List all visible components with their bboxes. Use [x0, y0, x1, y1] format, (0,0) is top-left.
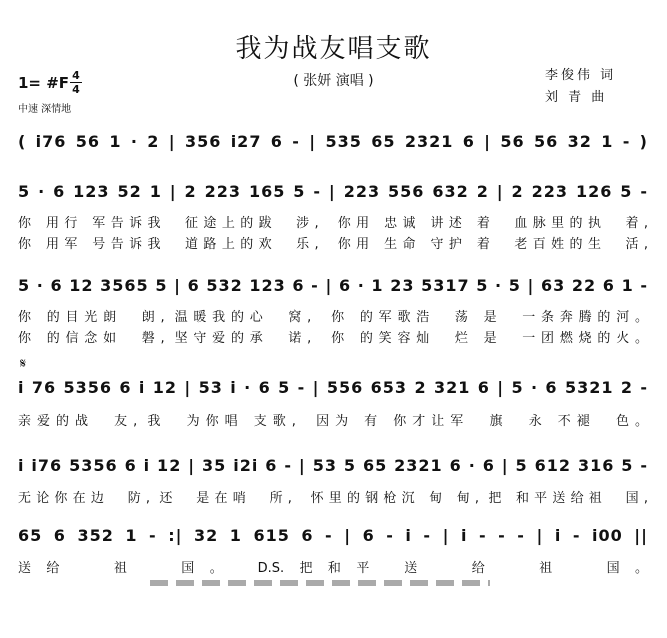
lyricist-credit: 李俊伟 词 — [545, 68, 617, 83]
lyric-line-2-verse-1: 你 用行 军告诉我 征途上的跋 涉, 你用 忠诚 讲述 着 血脉里的执 着, — [18, 216, 648, 231]
score-line-1: ( i76 56 1 · 2 | 356 i27 6 - | 535 65 2321 6 | 56 56 32 1 - ) — [18, 132, 648, 151]
score-line-4: i 76 5356 6 i 12 | 53 i · 6 5 - | 556 653 2 321 6 | 5 · 6 5321 2 - — [18, 378, 648, 397]
tempo-marking: 中速 深情地 — [18, 104, 72, 115]
score-line-5: i i76 5356 6 i 12 | 35 i2i 6 - | 53 5 65 2321 6 · 6 | 5 612 316 5 - — [18, 456, 648, 475]
lyric-line-3-verse-1: 你 的目光朗 朗, 温暖我的心 窝, 你 的军歌浩 荡 是 一条奔腾的河。 — [18, 310, 648, 325]
song-title: 我为战友唱支歌 — [235, 34, 432, 64]
score-line-6: 65 6 352 1 - :| 32 1 615 6 - | 6 - i - | i - - - | i - i00 || — [18, 526, 648, 545]
lyric-line-4: 亲爱的战 友, 我 为你唱 支歌, 因为 有 你才让军 旗 永 不褪 色。 — [18, 414, 648, 429]
scan-artifact — [150, 580, 490, 586]
performer-credit: ( 张妍 演唱 ) — [293, 73, 374, 89]
composer-credit: 刘 青 曲 — [545, 90, 608, 105]
key-signature: 1= #F — [18, 74, 70, 92]
score-line-2: 5 · 6 123 52 1 | 2 223 165 5 - | 223 556 632 2 | 2 223 126 5 - — [18, 182, 648, 201]
time-signature-top: 4 — [72, 69, 80, 82]
lyric-line-3-verse-2: 你 的信念如 磐, 坚守爱的承 诺, 你 的笑容灿 烂 是 一团燃烧的火。 — [18, 331, 648, 346]
lyric-line-5: 无论你在边 防, 还 是在哨 所, 怀里的钢枪沉 甸 甸, 把 和平送给祖 国, — [18, 491, 648, 506]
segno-icon: 𝄋 — [20, 356, 27, 372]
time-signature — [70, 70, 82, 95]
score-line-3: 5 · 6 12 3565 5 | 6 532 123 6 - | 6 · 1 23 5317 5 · 5 | 63 22 6 1 - — [18, 276, 648, 295]
lyric-line-2-verse-2: 你 用军 号告诉我 道路上的欢 乐, 你用 生命 守护 着 老百姓的生 活, — [18, 237, 648, 252]
lyric-line-6: 送给 祖 国。 D.S.把和平 送 给 祖 国。 — [18, 561, 648, 576]
time-signature-bottom: 4 — [72, 83, 80, 96]
